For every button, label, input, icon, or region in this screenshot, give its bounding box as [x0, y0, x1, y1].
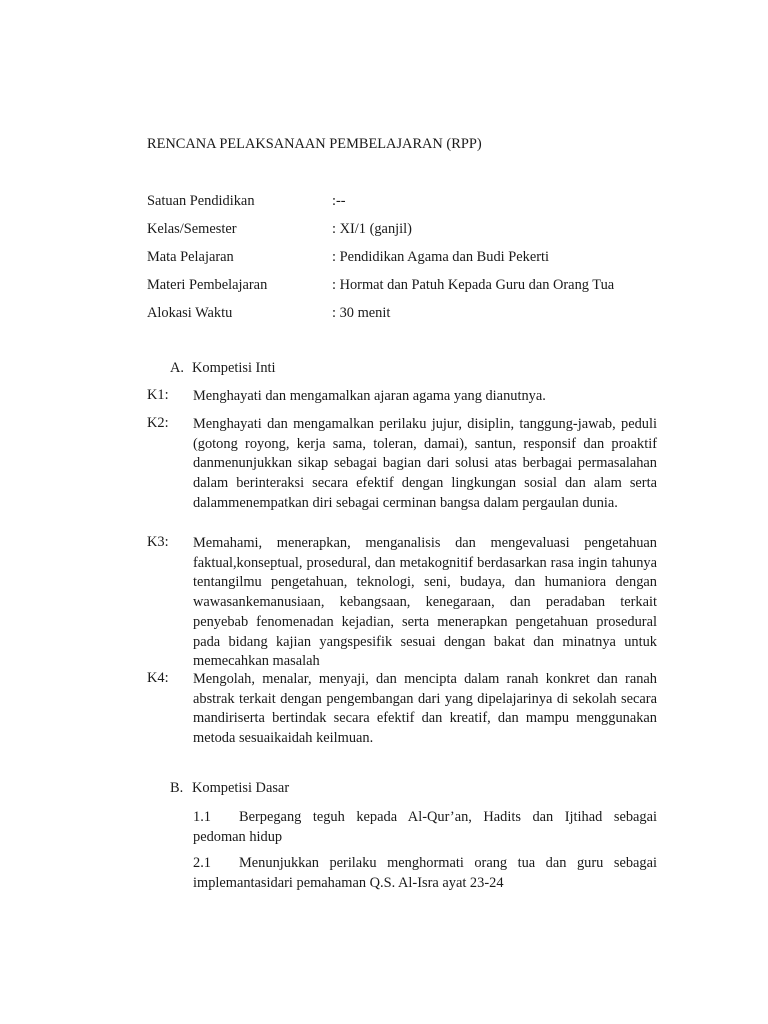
core-competency-k2: [147, 415, 657, 514]
competency-code: K2:: [147, 415, 169, 431]
competency-text: Berpegang teguh kepada Al-Qur’an, Hadits dan Ijtihad sebagai pedoman hidup: [193, 809, 657, 845]
competency-text: Menghayati dan mengamalkan ajaran agama yang dianutnya.: [193, 388, 546, 404]
section-a-letter: A.: [170, 360, 184, 376]
section-b-title: Kompetisi Dasar: [192, 780, 290, 796]
basic-competency-2-1: [193, 854, 657, 893]
identity-label: Mata Pelajaran: [147, 249, 234, 265]
competency-code: K4:: [147, 670, 169, 686]
identity-value: :--: [332, 193, 346, 209]
core-competency-k4: [147, 670, 657, 749]
identity-label: Kelas/Semester: [147, 221, 237, 237]
section-a-title: Kompetisi Inti: [192, 360, 276, 376]
identity-value: : Pendidikan Agama dan Budi Pekerti: [332, 249, 550, 265]
competency-code: K3:: [147, 534, 169, 550]
basic-competency-1-1: [193, 808, 657, 847]
competency-code: K1:: [147, 387, 169, 403]
competency-text: Menunjukkan perilaku menghormati orang tua dan guru sebagai implemantasidari pemahaman Q.S. Al-Isra ayat 23-24: [193, 855, 657, 891]
core-competency-k3: [147, 534, 657, 672]
identity-value: : XI/1 (ganjil): [332, 221, 412, 237]
competency-number: 1.1: [193, 809, 211, 825]
competency-text: Menghayati dan mengamalkan perilaku jujur, disiplin, tanggung-jawab, peduli (gotong royong, kerja sama, toleran, damai), santun, responsif dan proaktif danmenunjukkan sikap sebagai bagian dari solusi atas berbagai permasalahan dalam berinteraksi secara efektif dengan lingkungan sosial dan alam serta dalammenempatkan diri sebagai cerminan bangsa dalam pergaulan dunia.: [193, 416, 657, 511]
identity-value: : 30 menit: [332, 305, 391, 321]
section-a-heading: [170, 360, 276, 377]
identity-label: Alokasi Waktu: [147, 305, 233, 321]
identity-label: Satuan Pendidikan: [147, 193, 255, 209]
competency-text: Mengolah, menalar, menyaji, dan mencipta dalam ranah konkret dan ranah abstrak terkait dengan pengembangan dari yang dipelajarinya di sekolah secara mandiriserta bertindak secara efektif dan kreatif, dan mampu menggunakan metoda sesuaikaidah keilmuan.: [193, 671, 657, 747]
competency-number: 2.1: [193, 855, 211, 871]
identity-value: : Hormat dan Patuh Kepada Guru dan Orang Tua: [332, 277, 615, 293]
competency-text: Memahami, menerapkan, menganalisis dan mengevaluasi pengetahuan faktual,konseptual, prosedural, dan metakognitif berdasarkan rasa ingin tahunya tentangilmu pengetahuan, teknologi, seni, budaya, dan humaniora dengan wawasankemanusiaan, kebangsaan, kenegaraan, dan peradaban terkait penyebab fenomenadan kejadian, serta menerapkan pengetahuan prosedural pada bidang kajian yangspesifik sesuai dengan bakat dan minatnya untuk memecahkan masalah: [193, 535, 657, 670]
identity-label: Materi Pembelajaran: [147, 277, 268, 293]
core-competency-k1: [147, 387, 657, 407]
section-b-heading: [170, 780, 289, 797]
document-title: RENCANA PELAKSANAAN PEMBELAJARAN (RPP): [147, 136, 482, 152]
section-b-letter: B.: [170, 780, 184, 796]
